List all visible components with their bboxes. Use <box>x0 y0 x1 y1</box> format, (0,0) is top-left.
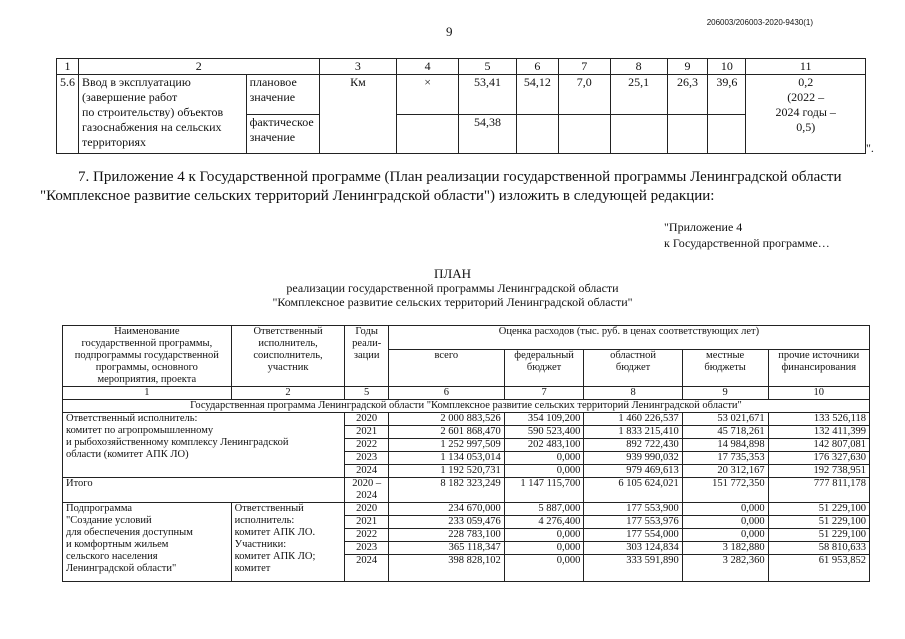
unit: Км <box>319 75 397 154</box>
empty-cell <box>397 114 459 154</box>
value-type-plan: плановое значение <box>246 75 319 115</box>
value-cell: 2 601 868,470 <box>388 426 504 439</box>
plan-value: 53,41 <box>459 75 517 115</box>
plan-subtitle: реализации государственной программы Ленинградской области <box>286 281 619 295</box>
value-cell: 1 147 115,700 <box>504 478 584 503</box>
plan-value: 39,6 <box>708 75 746 115</box>
col-num: 9 <box>667 59 708 75</box>
plan-value: 26,3 <box>667 75 708 115</box>
value-cell: 1 252 997,509 <box>388 439 504 452</box>
header-name: Наименование государственной программы, подпрограммы государственной программы, основного мероприятия, проекта <box>63 326 232 387</box>
amendment-paragraph <box>40 168 885 206</box>
value-cell: 45 718,261 <box>682 426 768 439</box>
value-cell: 0,000 <box>682 529 768 542</box>
header-other: прочие источники финансирования <box>768 350 869 387</box>
appendix-reference <box>664 219 830 251</box>
value-cell: 303 124,834 <box>584 542 682 555</box>
year-cell: 2021 <box>345 426 388 439</box>
col-num: 9 <box>682 387 768 400</box>
col-num: 8 <box>610 59 667 75</box>
value-cell: 3 182,880 <box>682 542 768 555</box>
value-cell: 228 783,100 <box>388 529 504 542</box>
empty-cell <box>610 114 667 154</box>
col-num: 10 <box>768 387 869 400</box>
value-cell: 1 833 215,410 <box>584 426 682 439</box>
value-cell: 354 109,200 <box>504 413 584 426</box>
value-cell: 51 229,100 <box>768 529 869 542</box>
empty-cell <box>708 114 746 154</box>
document-id: 206003/206003-2020-9430(1) <box>706 18 813 27</box>
col-num: 3 <box>319 59 397 75</box>
value-cell: 398 828,102 <box>388 555 504 582</box>
empty-cell <box>667 114 708 154</box>
value-type-fact: фактическое значение <box>246 114 319 154</box>
header-years: Годы реали- зации <box>345 326 388 387</box>
plan-title: ПЛАН <box>434 266 471 281</box>
year-cell: 2020 – 2024 <box>345 478 388 503</box>
value-cell: 5 887,000 <box>504 503 584 516</box>
year-cell: 2024 <box>345 555 388 582</box>
value-cell: 0,000 <box>682 516 768 529</box>
value-cell: 892 722,430 <box>584 439 682 452</box>
header-responsible: Ответственный исполнитель, соисполнитель, участник <box>231 326 345 387</box>
header-costs: Оценка расходов (тыс. руб. в ценах соответствующих лет) <box>388 326 869 350</box>
year-cell: 2022 <box>345 529 388 542</box>
indicator-table <box>56 58 866 154</box>
value-cell: 61 953,852 <box>768 555 869 582</box>
value-cell: 51 229,100 <box>768 503 869 516</box>
year-cell: 2023 <box>345 542 388 555</box>
col-num: 11 <box>746 59 866 75</box>
value-cell: 939 990,032 <box>584 452 682 465</box>
year-cell: 2020 <box>345 503 388 516</box>
year-cell: 2020 <box>345 413 388 426</box>
base-value: × <box>397 75 459 115</box>
value-cell: 53 021,671 <box>682 413 768 426</box>
header-total: всего <box>388 350 504 387</box>
value-cell: 1 134 053,014 <box>388 452 504 465</box>
fact-value: 54,38 <box>459 114 517 154</box>
col-num: 5 <box>345 387 388 400</box>
value-cell: 365 118,347 <box>388 542 504 555</box>
col-num: 2 <box>79 59 320 75</box>
total-row <box>63 478 870 503</box>
total-label: Итого <box>63 478 345 503</box>
value-cell: 17 735,353 <box>682 452 768 465</box>
paragraph-text: 7. Приложение 4 к Государственной программе (План реализации государственной программы Ленинградской области "Комплексное развитие сельских территорий Ленинградской области") изложить в следующей редакции: <box>40 169 842 204</box>
plan-value: 54,12 <box>516 75 558 115</box>
subprogram-responsible: Ответственный исполнитель: комитет АПК ЛО. Участники: комитет АПК ЛО; комитет <box>231 503 345 582</box>
col-num: 6 <box>516 59 558 75</box>
value-cell: 2 000 883,526 <box>388 413 504 426</box>
year-cell: 2022 <box>345 439 388 452</box>
value-cell: 1 460 226,537 <box>584 413 682 426</box>
value-cell: 142 807,081 <box>768 439 869 452</box>
year-cell: 2021 <box>345 516 388 529</box>
col-num: 1 <box>63 387 232 400</box>
header-federal: федеральный бюджет <box>504 350 584 387</box>
program-title: Государственная программа Ленинградской области "Комплексное развитие сельских территорий Ленинградской области" <box>63 400 870 413</box>
year-cell: 2024 <box>345 465 388 478</box>
value-cell: 0,000 <box>504 452 584 465</box>
value-cell: 8 182 323,249 <box>388 478 504 503</box>
col-num: 7 <box>504 387 584 400</box>
appendix-line: "Приложение 4 <box>664 220 743 234</box>
column-number-row <box>57 59 866 75</box>
col-num: 5 <box>459 59 517 75</box>
value-cell: 58 810,633 <box>768 542 869 555</box>
plan-subtitle: "Комплексное развитие сельских территорий Ленинградской области" <box>272 295 633 309</box>
page-number: 9 <box>446 24 453 39</box>
value-cell: 177 553,976 <box>584 516 682 529</box>
value-cell: 0,000 <box>682 503 768 516</box>
col-num: 6 <box>388 387 504 400</box>
plan-value: 7,0 <box>558 75 610 115</box>
value-cell: 0,000 <box>504 555 584 582</box>
value-cell: 192 738,951 <box>768 465 869 478</box>
header-regional: областной бюджет <box>584 350 682 387</box>
value-cell: 133 526,118 <box>768 413 869 426</box>
empty-cell <box>558 114 610 154</box>
value-cell: 51 229,100 <box>768 516 869 529</box>
value-cell: 0,000 <box>504 529 584 542</box>
header-row <box>63 326 870 350</box>
value-cell: 590 523,400 <box>504 426 584 439</box>
value-cell: 20 312,167 <box>682 465 768 478</box>
col-num: 8 <box>584 387 682 400</box>
column-number-row <box>63 387 870 400</box>
table-row <box>57 75 866 115</box>
value-cell: 233 059,476 <box>388 516 504 529</box>
row-number: 5.6 <box>57 75 79 154</box>
col-num: 4 <box>397 59 459 75</box>
value-cell: 177 554,000 <box>584 529 682 542</box>
value-cell: 132 411,399 <box>768 426 869 439</box>
col-num: 2 <box>231 387 345 400</box>
appendix-line: к Государственной программе… <box>664 236 830 250</box>
value-cell: 3 282,360 <box>682 555 768 582</box>
value-cell: 777 811,178 <box>768 478 869 503</box>
col-num: 1 <box>57 59 79 75</box>
plan-value: 25,1 <box>610 75 667 115</box>
value-cell: 0,000 <box>504 542 584 555</box>
value-cell: 333 591,890 <box>584 555 682 582</box>
program-title-row <box>63 400 870 413</box>
header-local: местные бюджеты <box>682 350 768 387</box>
value-cell: 0,000 <box>504 465 584 478</box>
col-num: 7 <box>558 59 610 75</box>
col-num: 10 <box>708 59 746 75</box>
table-row <box>63 503 870 516</box>
program-executor: Ответственный исполнитель: комитет по агропромышленному и рыбохозяйственному комплексу Ленинградской области (комитет АПК ЛО) <box>63 413 345 478</box>
indicator-name: Ввод в эксплуатацию (завершение работ по строительству) объектов газоснабжения на сельских территориях <box>79 75 247 154</box>
value-cell: 14 984,898 <box>682 439 768 452</box>
plan-table <box>62 325 870 582</box>
empty-cell <box>516 114 558 154</box>
value-cell: 6 105 624,021 <box>584 478 682 503</box>
value-cell: 202 483,100 <box>504 439 584 452</box>
value-cell: 1 192 520,731 <box>388 465 504 478</box>
table-row <box>63 413 870 426</box>
value-cell: 177 553,900 <box>584 503 682 516</box>
subprogram-name: Подпрограмма "Создание условий для обеспечения доступным и комфортным жильем сельского населения Ленинградской области" <box>63 503 232 582</box>
value-cell: 176 327,630 <box>768 452 869 465</box>
year-cell: 2023 <box>345 452 388 465</box>
value-cell: 234 670,000 <box>388 503 504 516</box>
value-cell: 151 772,350 <box>682 478 768 503</box>
closing-quote: ". <box>866 141 874 155</box>
value-cell: 979 469,613 <box>584 465 682 478</box>
last-column-value: 0,2 (2022 – 2024 годы – 0,5) <box>746 75 866 154</box>
value-cell: 4 276,400 <box>504 516 584 529</box>
